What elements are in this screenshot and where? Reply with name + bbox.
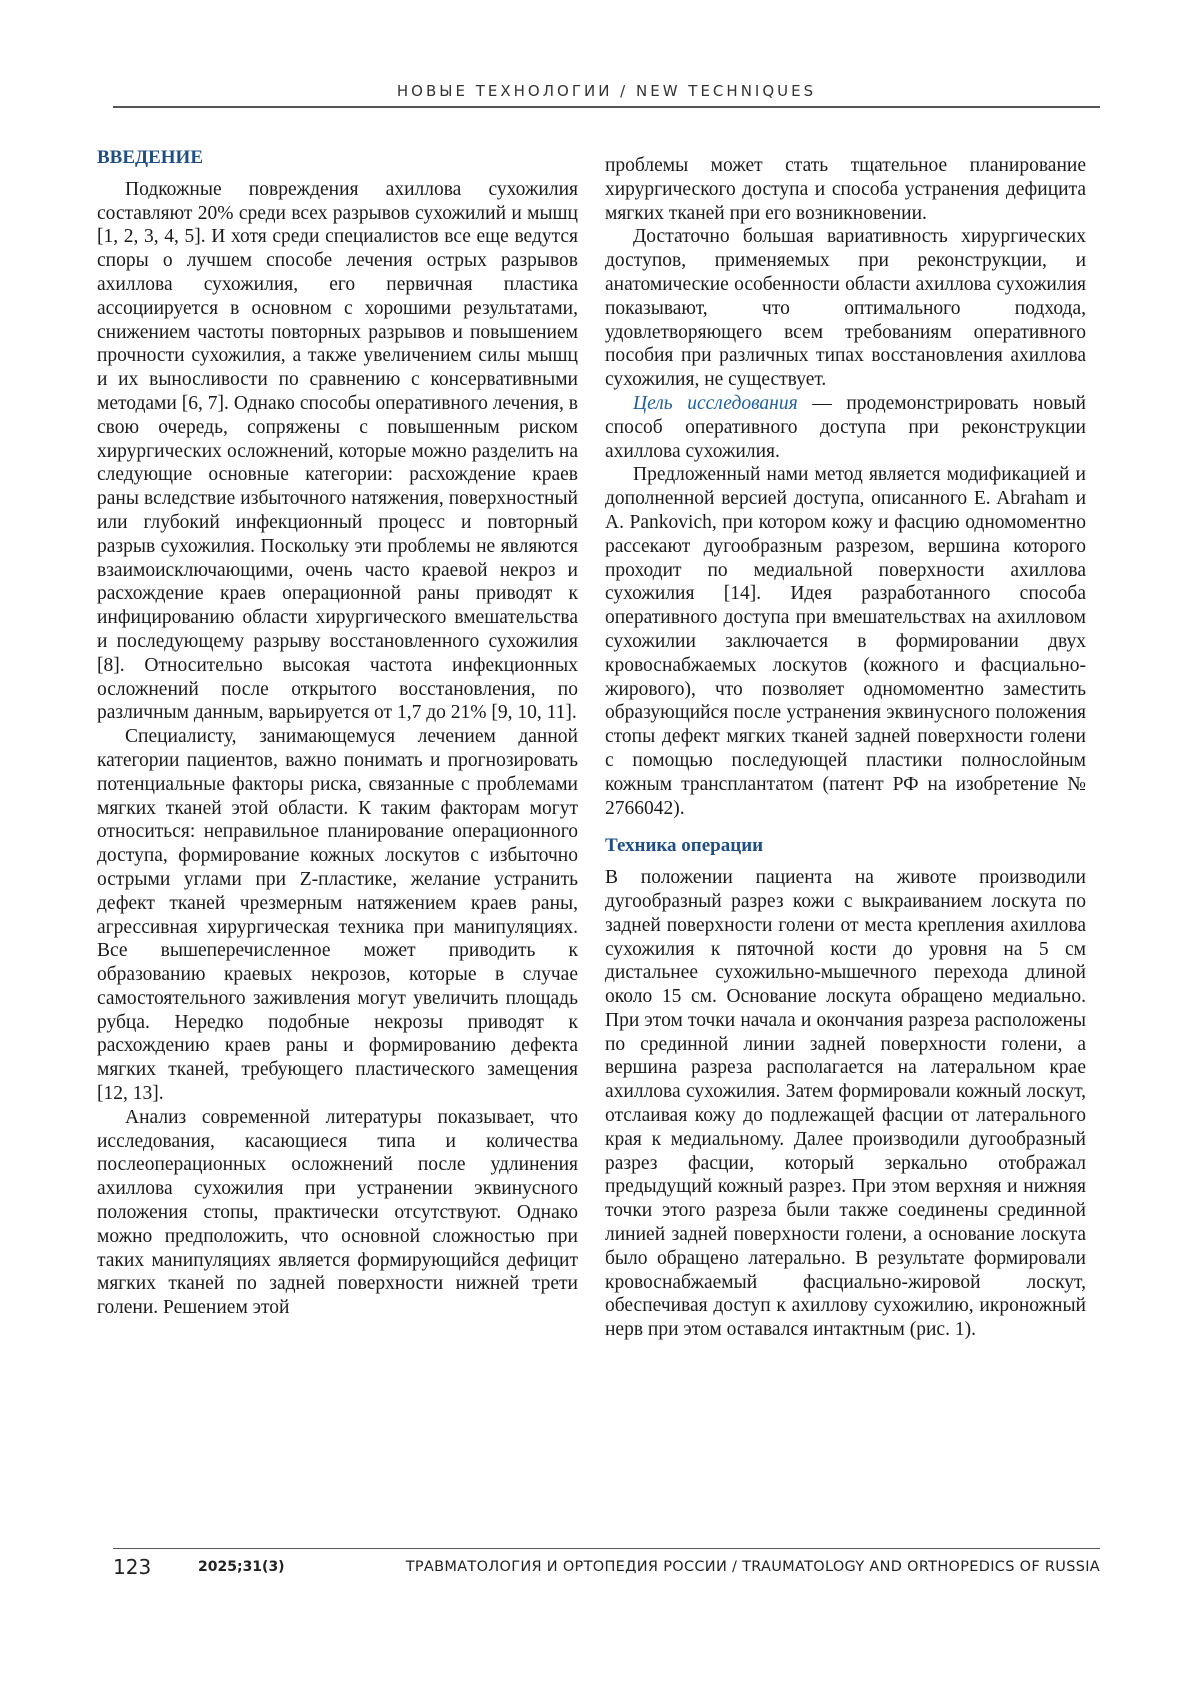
running-header: НОВЫЕ ТЕХНОЛОГИИ / NEW TECHNIQUES bbox=[113, 82, 1100, 100]
left-column bbox=[97, 146, 578, 1320]
paragraph: Достаточно большая вариативность хирургических доступов, применяемых при реконструкции, и анатомические особенности области ахиллова сухожилия показывают, что оптимального подхода, удовлетворяющего всем требованиям оперативного пособия при различных типах восстановления ахиллова сухожилия, не существует. bbox=[605, 225, 1086, 392]
paragraph: Анализ современной литературы показывает, что исследования, касающиеся типа и количества послеоперационных осложнений после удлинения ахиллова сухожилия при устранении эквинусного положения стопы, практически отсутствуют. Однако можно предположить, что основной сложностью при таких манипуляциях является формирующийся дефицит мягких тканей по задней поверхности нижней трети голени. Решением этой bbox=[97, 1106, 578, 1320]
paragraph: Предложенный нами метод является модификацией и дополненной версией доступа, описанного E. Abraham и A. Pankovich, при котором кожу и фасцию одномоментно рассекают дугообразным разрезом, вершина которого проходит по медиальной поверхности ахиллова сухожилия [14]. Идея разработанного способа оперативного доступа при вмешательствах на ахилловом сухожилии заключается в формировании двух кровоснабжаемых лоскутов (кожного и фасциально-жирового), что позволяет одномоментно заместить образующийся после устранения эквинусного положения стопы дефект мягких тканей задней поверхности голени с помощью последующей пластики полнослойным кожным трансплантатом (патент РФ на изобретение № 2766042). bbox=[605, 463, 1086, 820]
paragraph-continued: проблемы может стать тщательное планирование хирургического доступа и способа устранения дефицита мягких тканей при его возникновении. bbox=[605, 154, 1086, 225]
paragraph: Специалисту, занимающемуся лечением данной категории пациентов, важно понимать и прогнозировать потенциальные факторы риска, связанные с проблемами мягких тканей этой области. К таким факторам могут относиться: неправильное планирование операционного доступа, формирование кожных лоскутов с избыточно острыми углами при Z-пластике, желание устранить дефект тканей чрезмерным натяжением краев раны, агрессивная хирургическая техника при манипуляциях. Все вышеперечисленное может приводить к образованию краевых некрозов, которые в случае самостоятельного заживления могут увеличить площадь рубца. Нередко подобные некрозы приводят к расхождению краев раны и формированию дефекта мягких тканей, требующего пластического замещения [12, 13]. bbox=[97, 725, 578, 1106]
paragraph-aim bbox=[605, 392, 1086, 463]
aim-text: — продемонстрировать новый способ оперативного доступа при реконструкции ахиллова сухожилия. bbox=[605, 393, 1086, 462]
issue-number: 2025;31(3) bbox=[198, 1559, 285, 1575]
right-column bbox=[605, 154, 1086, 1342]
aim-label: Цель исследования bbox=[633, 393, 798, 414]
footer-rule bbox=[113, 1548, 1100, 1549]
header-rule bbox=[113, 106, 1100, 108]
section-heading-introduction: ВВЕДЕНИЕ bbox=[97, 146, 578, 170]
paragraph: В положении пациента на животе производили дугообразный разрез кожи с выкраиванием лоскута по задней поверхности голени от места крепления ахиллова сухожилия к пяточной кости до уровня на 5 см дистальнее сухожильно-мышечного перехода длиной около 15 см. Основание лоскута обращено медиально. При этом точки начала и окончания разреза расположены по срединной линии задней поверхности голени, а вершина разреза располагается на латеральном крае ахиллова сухожилия. Затем формировали кожный лоскут, отслаивая кожу до подлежащей фасции от латерального края к медиальному. Далее производили дугообразный разрез фасции, который зеркально отображал предыдущий кожный разрез. При этом верхняя и нижняя точки этого разреза были также соединены срединной линией задней поверхности голени, а основание лоскута было обращено латерально. В результате формировали кровоснабжаемый фасциально-жировой лоскут, обеспечивая доступ к ахиллову сухожилию, икроножный нерв при этом оставался интактным (рис. 1). bbox=[605, 866, 1086, 1342]
journal-title: ТРАВМАТОЛОГИЯ И ОРТОПЕДИЯ РОССИИ / TRAUMATOLOGY AND ORTHOPEDICS OF RUSSIA bbox=[406, 1559, 1100, 1575]
paragraph: Подкожные повреждения ахиллова сухожилия составляют 20% среди всех разрывов сухожилий и мышц [1, 2, 3, 4, 5]. И хотя среди специалистов все еще ведутся споры о лучшем способе лечения острых разрывов ахиллова сухожилия, его первичная пластика ассоциируется в основном с хорошими результатами, снижением частоты повторных разрывов и повышением прочности сухожилия, а также увеличением силы мышц и их выносливости по сравнению с консервативными методами [6, 7]. Однако способы оперативного лечения, в свою очередь, сопряжены с повышенным риском хирургических осложнений, которые можно разделить на следующие основные категории: расхождение краев раны вследствие избыточного натяжения, поверхностный или глубокий инфекционный процесс и повторный разрыв сухожилия. Поскольку эти проблемы не являются взаимоисключающими, очень часто краевой некроз и расхождение краев операционной раны приводят к инфицированию области хирургического вмешательства и последующему разрыву восстановленного сухожилия [8]. Относительно высокая частота инфекционных осложнений после открытого восстановления, по различным данным, варьируется от 1,7 до 21% [9, 10, 11]. bbox=[97, 178, 578, 725]
page-number: 123 bbox=[113, 1555, 151, 1579]
section-heading-technique: Техника операции bbox=[605, 834, 1086, 858]
